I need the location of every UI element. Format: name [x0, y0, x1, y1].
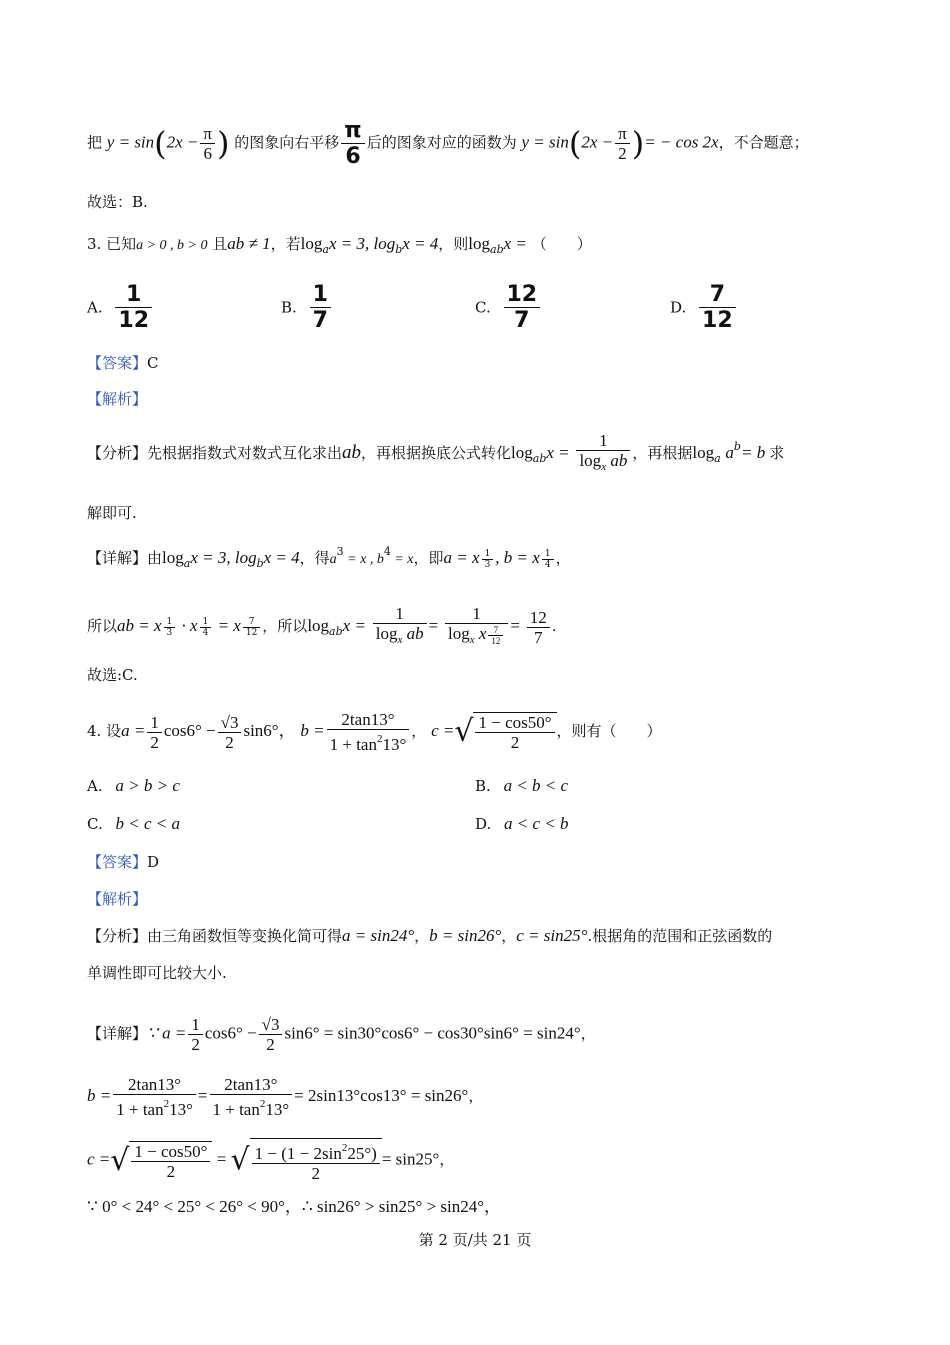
text: ，则	[438, 235, 469, 253]
denominator: 12	[491, 635, 501, 646]
denominator: 7	[312, 308, 328, 333]
answer-blank: （ ）	[531, 235, 592, 253]
detail-4-line1	[87, 1015, 596, 1054]
log: log	[162, 548, 184, 567]
numerator: 12	[504, 282, 541, 308]
fraction-b	[113, 1075, 196, 1119]
expr: b =	[87, 1086, 112, 1105]
option-label: C.	[475, 298, 491, 317]
denominator	[373, 624, 427, 650]
text: 13°	[382, 735, 407, 754]
subscript: x	[469, 634, 475, 646]
expr-y-sin: y = sin	[521, 132, 569, 152]
fraction-pi-6-large	[341, 118, 364, 169]
expr: sin6°	[284, 1023, 324, 1043]
numerator: 1	[147, 713, 162, 733]
expr: ab	[342, 442, 362, 463]
fraction	[445, 604, 508, 650]
denominator: $1 + \tan^213^\circ$	[212, 1098, 290, 1119]
section-label: 【分析】	[87, 927, 148, 945]
fraction-12-7	[527, 608, 550, 647]
denominator: $1 + \tan^213^\circ$	[116, 1098, 193, 1119]
denominator: 12	[118, 308, 150, 333]
option-fraction	[115, 282, 152, 333]
paren-close: )	[631, 124, 645, 163]
expr: c =	[87, 1149, 111, 1169]
numerator: √3	[259, 1015, 283, 1035]
answer-label: 【答案】	[87, 354, 148, 372]
exponent-fraction	[164, 617, 176, 638]
conclusion-b: 故选：B.	[87, 193, 148, 211]
option-label: D.	[670, 298, 687, 317]
condition: a > 0 , b > 0	[136, 238, 208, 253]
fraction-c2	[252, 1139, 380, 1183]
section-label: 【分析】	[87, 444, 148, 462]
subscript: x	[601, 461, 607, 473]
subscript: ab	[532, 452, 547, 465]
subscript: ab	[329, 625, 343, 638]
numerator: 12	[527, 608, 550, 628]
superscript: 4	[383, 545, 391, 558]
text: ，	[414, 927, 430, 945]
expr: c =	[431, 721, 455, 740]
subscript: ab	[490, 243, 504, 256]
text: .根据角的范围和正弦函数的	[587, 927, 773, 945]
text: 1 + tan	[329, 735, 377, 754]
numerator: π	[615, 124, 630, 144]
conclusion-c: 故选:C.	[87, 666, 138, 684]
expr-neg-cos: = − cos 2x	[644, 132, 719, 152]
expr: = sin25°	[381, 1149, 440, 1169]
numerator: 2tan13°	[327, 710, 410, 730]
paren-open: (	[154, 124, 167, 163]
superscript: b	[733, 440, 741, 453]
text: 且	[212, 235, 228, 253]
option-expr: b < c < a	[115, 814, 180, 833]
option-label: C.	[87, 815, 103, 833]
expr: a = sin24°	[342, 926, 415, 945]
detail-4-line2	[87, 1075, 483, 1119]
text: ，再根据	[632, 444, 693, 462]
exponent-fraction	[200, 617, 212, 638]
fraction-sqrt3	[259, 1015, 283, 1054]
numerator: 1	[115, 282, 152, 308]
text: 求	[769, 444, 785, 462]
denominator: 6	[345, 144, 361, 169]
text: ，所以	[262, 617, 308, 635]
log: log	[468, 234, 491, 253]
option-label: B.	[281, 298, 297, 317]
option-a	[87, 282, 154, 333]
expr: x = 4	[263, 548, 300, 567]
text: 把	[87, 133, 103, 152]
option-fraction	[310, 282, 331, 333]
equals: =	[197, 1086, 208, 1105]
log: log	[307, 616, 330, 635]
option-4a	[87, 776, 180, 796]
expr: x =	[546, 443, 570, 462]
expr: = x	[390, 552, 414, 567]
expr: cos6° −	[163, 721, 216, 740]
fraction-pi-2	[615, 124, 630, 163]
text: ，	[439, 1150, 455, 1169]
text: 由	[147, 549, 163, 567]
expr: , b = x	[495, 548, 540, 567]
denominator: 12	[702, 308, 733, 333]
denominator: 2	[266, 1035, 275, 1054]
condition: ab ≠ 1	[227, 234, 271, 253]
numerator: √3	[218, 713, 242, 733]
denominator: 12	[245, 627, 258, 638]
numerator: 7	[699, 282, 736, 308]
text: 13°	[169, 1100, 193, 1119]
option-4d	[475, 814, 569, 834]
text: 后的图象对应的函数为	[366, 133, 517, 152]
option-c	[475, 282, 542, 333]
text: 1 − (1 − 2sin	[254, 1144, 342, 1163]
text: ，	[468, 1087, 484, 1105]
text: ，再根据换底公式转化	[361, 444, 512, 462]
equals: =	[510, 616, 520, 635]
expr: = x	[213, 616, 241, 635]
expr: b = sin26°	[429, 926, 502, 945]
option-expr: a < b < c	[503, 776, 569, 795]
numerator: 1	[576, 431, 630, 451]
option-fraction	[504, 282, 541, 333]
text: ，不合题意；	[718, 133, 809, 152]
subscript: b	[395, 243, 403, 256]
numerator: 1	[482, 549, 494, 560]
text: .	[551, 617, 557, 635]
denominator: 2	[225, 732, 234, 752]
fraction-sqrt3	[218, 713, 242, 752]
expr: ∵ a =	[147, 1023, 187, 1043]
expr: ab	[406, 624, 424, 643]
numerator: 1	[200, 617, 212, 628]
denominator: 4	[544, 559, 551, 570]
analysis-3-cont: 解即可.	[87, 504, 137, 522]
option-expr: a < c < b	[504, 814, 569, 833]
numerator: 7	[243, 617, 260, 628]
section-label: 【详解】	[87, 1024, 148, 1043]
question-4: 4. 设a = $\frac{1}{2}$ cos6° − $\frac{√3}{2}$ sin6°， b = $\frac{2\tan 13^\circ}{1 + \tan^213^\circ}$ ， c =√ $\frac{1 - \cos 50^\circ}{2}$ ，则有（ ）	[87, 710, 662, 754]
option-d	[670, 282, 738, 333]
text: 1 + tan	[212, 1100, 260, 1119]
option-expr: a > b > c	[115, 776, 180, 795]
expr: ab = x	[117, 616, 162, 635]
denominator: 2	[166, 1161, 176, 1181]
text: 13°	[265, 1100, 290, 1119]
paren-close: )	[217, 124, 230, 163]
subscript: a	[322, 243, 329, 256]
subscript: x	[397, 634, 403, 646]
denominator: $1 + \tan^213^\circ$	[329, 733, 407, 754]
numerator: π	[200, 124, 215, 144]
option-b	[281, 282, 333, 333]
expr-arg: 2x −	[166, 132, 199, 152]
numerator: 1 − cos50°	[131, 1142, 210, 1162]
text: 1 + tan	[116, 1100, 164, 1119]
expr-y-sin: y = sin	[106, 132, 155, 152]
denominator	[445, 624, 508, 650]
radical-icon: √	[230, 1142, 250, 1178]
log: log	[579, 451, 602, 470]
question-3	[87, 233, 592, 261]
numerator: 1	[164, 617, 176, 628]
exponent-fraction	[243, 617, 260, 638]
option-label: B.	[475, 777, 491, 795]
expr: · x	[177, 616, 198, 635]
denominator: 3	[484, 559, 491, 570]
expr: c = sin25°	[516, 926, 588, 945]
option-label: A.	[87, 298, 103, 317]
denominator: 2	[150, 732, 159, 752]
text: ，即	[413, 549, 444, 567]
numerator: 1	[445, 604, 508, 624]
expr: a =	[121, 721, 146, 740]
analysis-3	[87, 431, 784, 477]
numerator: 1	[542, 549, 554, 560]
denominator: 6	[203, 144, 212, 163]
expr: ab	[610, 451, 628, 470]
text: 的图象向右平移	[234, 133, 340, 152]
denominator: 3	[166, 627, 173, 638]
expr: = sin30°cos6° − cos30°sin6° = sin24°	[323, 1023, 581, 1043]
option-label: A.	[87, 777, 103, 795]
option-fraction	[699, 282, 736, 333]
subscript: a	[183, 557, 191, 570]
expr: x = 3, log	[328, 234, 396, 253]
subscript: a	[714, 452, 721, 465]
text: 由三角函数恒等变换化简可得	[147, 927, 343, 945]
log: log	[511, 443, 533, 462]
expr: = 2sin13°cos13° = sin26°	[294, 1086, 469, 1105]
option-4b	[475, 776, 568, 796]
subscript: b	[256, 557, 264, 570]
numerator: 1	[310, 282, 331, 308]
expr: a = x	[443, 548, 480, 567]
expr: = x , b	[343, 552, 384, 567]
log: log	[300, 234, 323, 253]
expr: x = 3, log	[190, 548, 257, 567]
sqrt-c2	[231, 1138, 382, 1183]
numerator: $1 - (1 - 2\sin^225^\circ)$	[252, 1139, 380, 1164]
expr: x =	[503, 234, 527, 253]
log: log	[375, 624, 398, 643]
expr: cos6° −	[204, 1023, 257, 1043]
equals: =	[428, 616, 439, 635]
fraction-c	[131, 1142, 210, 1181]
exponent-fraction	[488, 625, 503, 646]
expr: x =	[342, 616, 366, 635]
denominator: 2	[618, 144, 627, 163]
sqrt-c	[110, 1141, 212, 1181]
expr: = b	[740, 443, 766, 462]
denominator: 2	[510, 733, 520, 752]
option-label: D.	[475, 815, 492, 833]
detail-4-line3	[87, 1138, 454, 1183]
numerator: 1	[373, 604, 427, 624]
numerator: 2tan13°	[210, 1075, 293, 1095]
expr: x	[478, 624, 487, 643]
fraction-b2	[210, 1075, 293, 1119]
log: log	[447, 624, 470, 643]
equals: =	[212, 1149, 231, 1169]
detail-4-line4: ∵ 0° < 24° < 25° < 26° < 90°，∴ sin26° > sin25° > sin24°，	[87, 1197, 502, 1216]
numerator: 1 − cos50°	[475, 713, 554, 733]
answer-label: 【答案】	[87, 853, 148, 871]
text: 所以	[87, 617, 118, 635]
fraction	[373, 604, 427, 650]
numerator: 2tan13°	[113, 1075, 196, 1095]
question-number: 4. 设	[87, 722, 122, 740]
numerator: 1	[188, 1015, 203, 1035]
expr: sin6°，	[243, 721, 296, 740]
analysis-label-4: 【解析】	[87, 890, 148, 908]
denominator: 7	[534, 627, 543, 647]
numerator: 7	[488, 625, 503, 636]
fraction	[576, 431, 630, 477]
numerator: π	[341, 118, 364, 144]
analysis-4-cont: 单调性即可比较大小.	[87, 964, 227, 982]
text: 25°)	[347, 1144, 377, 1163]
paren-open: (	[568, 124, 582, 163]
option-4c	[87, 814, 180, 834]
detail-3b	[87, 604, 557, 650]
text: ，	[555, 549, 571, 567]
exponent-fraction	[482, 549, 494, 570]
exponent-fraction	[542, 549, 554, 570]
text: ，若	[270, 235, 301, 253]
sqrt-c	[454, 712, 556, 752]
fraction-half	[188, 1015, 203, 1054]
section-label: 【详解】	[87, 549, 148, 567]
expr-arg: 2x −	[581, 132, 614, 152]
analysis-label: 【解析】	[87, 390, 148, 408]
detail-3	[87, 541, 571, 575]
log: log	[692, 443, 715, 462]
fraction-half	[147, 713, 162, 752]
answer-4	[87, 851, 159, 873]
denominator: 7	[514, 308, 530, 333]
superscript: 3	[336, 545, 344, 558]
radical-icon: √	[110, 1142, 130, 1178]
text: ，	[580, 1024, 596, 1043]
denominator	[576, 451, 630, 477]
fraction-c	[475, 713, 554, 752]
analysis-4	[87, 925, 772, 947]
expr: x = 4	[402, 234, 439, 253]
text: ，得	[299, 549, 330, 567]
text: ，	[501, 927, 517, 945]
expr: a	[725, 443, 734, 462]
expr: a	[329, 552, 337, 567]
fraction-pi-6	[200, 124, 215, 163]
answer-value: D	[147, 853, 160, 871]
text: ，则有（ ）	[556, 722, 662, 740]
radical-icon: √	[454, 714, 474, 749]
answer-3	[87, 352, 159, 374]
denominator: 2	[311, 1164, 320, 1183]
denominator: 2	[191, 1035, 200, 1054]
fraction-b	[327, 710, 410, 754]
denominator: 4	[202, 627, 209, 638]
question-number: 3. 已知	[87, 235, 137, 253]
expr: b =	[300, 721, 325, 740]
answer-value: C	[147, 354, 159, 372]
line-shift-graph	[87, 118, 809, 169]
text: 先根据指数式对数式互化求出	[147, 444, 343, 462]
page-footer: 第 2 页/共 21 页	[418, 1231, 532, 1249]
